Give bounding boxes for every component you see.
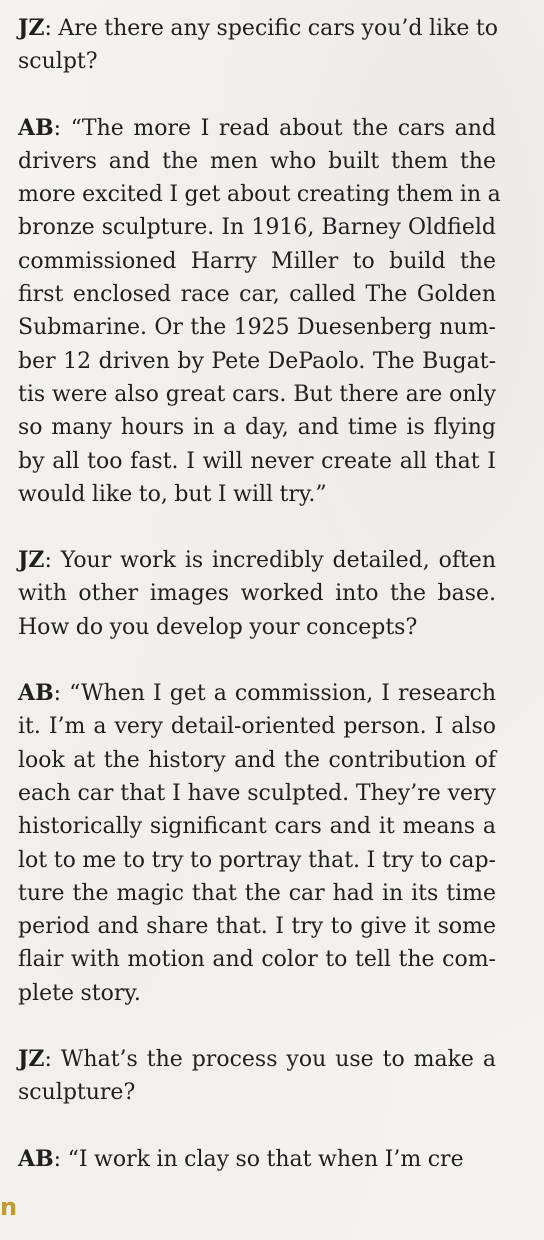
paragraph-line: [18, 411, 496, 444]
paragraph-line: [18, 910, 496, 943]
line-text: sculpture?: [18, 1080, 136, 1106]
line-text: period and share that. I try to give it some: [18, 914, 496, 940]
line-text: : “I work in clay so that when I’m cre: [53, 1146, 464, 1172]
paragraph-line: [18, 378, 496, 411]
paragraph-line: [18, 311, 496, 344]
paragraph-line: [18, 278, 496, 311]
speaker-initials: AB: [18, 1145, 54, 1172]
interview-paragraph: [18, 677, 496, 1010]
line-text: : “The more I read about the cars and: [53, 115, 496, 141]
paragraph-line: [18, 877, 496, 910]
paragraph-line: [18, 710, 496, 743]
speaker-initials: JZ: [18, 547, 45, 574]
line-text: ber 12 driven by Pete DePaolo. The Bugat-: [18, 348, 496, 374]
line-text: How do you develop your concepts?: [18, 614, 418, 640]
paragraph-line: [18, 245, 496, 278]
speaker-initials: AB: [18, 114, 54, 141]
paragraph-line: [18, 445, 496, 478]
paragraph-line: [18, 777, 496, 810]
paragraph-line: [18, 478, 496, 511]
paragraph-line: [18, 145, 496, 178]
line-text: by all too fast. I will never create all that I: [18, 448, 496, 474]
paragraph-line: [18, 744, 496, 777]
line-text: would like to, but I will try.”: [18, 481, 327, 507]
paragraph-line: [18, 178, 501, 211]
paragraph-line: [18, 611, 496, 644]
line-text: : What’s the process you use to make a: [44, 1047, 496, 1073]
line-text: : Your work is incredibly detailed, often: [44, 548, 496, 574]
line-text: commissioned Harry Miller to build the: [18, 248, 496, 274]
interview-paragraph: [18, 1143, 496, 1176]
line-text: : “When I get a commission, I research: [53, 681, 496, 707]
paragraph-line: [18, 577, 496, 610]
line-text: : Are there any specific cars you’d like to: [44, 16, 498, 41]
paragraph-line: [18, 977, 496, 1010]
paragraph-line: [18, 1076, 496, 1109]
line-text: it. I’m a very detail-oriented person. I also: [18, 714, 496, 740]
line-text: drivers and the men who built them the: [18, 148, 496, 174]
paragraph-line: [18, 12, 496, 45]
paragraph-line: [18, 112, 496, 145]
article-body: [18, 12, 501, 1176]
paragraph-line: [18, 943, 496, 976]
paragraph-line: [18, 211, 496, 244]
paragraph-line: [18, 677, 496, 710]
speaker-initials: JZ: [18, 1046, 45, 1073]
line-text: look at the history and the contribution of: [18, 747, 496, 773]
line-text: flair with motion and color to tell the com-: [18, 947, 496, 973]
line-text: first enclosed race car, called The Golden: [18, 282, 496, 308]
line-text: lot to me to try to portray that. I try to cap-: [18, 847, 496, 873]
line-text: sculpt?: [18, 49, 98, 75]
line-text: tis were also great cars. But there are only: [18, 381, 496, 407]
article-column: [18, 12, 501, 1209]
page-footer-mark: n: [0, 1193, 18, 1221]
line-text: with other images worked into the base.: [18, 581, 496, 607]
line-text: bronze sculpture. In 1916, Barney Oldfield: [18, 215, 496, 241]
interview-paragraph: [18, 12, 496, 79]
line-text: each car that I have sculpted. They’re very: [18, 780, 496, 806]
interview-paragraph: [18, 1043, 496, 1110]
interview-paragraph: [18, 112, 501, 512]
line-text: so many hours in a day, and time is flying: [18, 415, 496, 441]
paragraph-line: [18, 1043, 496, 1076]
line-text: Submarine. Or the 1925 Duesenberg num-: [18, 315, 496, 341]
line-text: historically significant cars and it means a: [18, 814, 496, 840]
line-text: ture the magic that the car had in its time: [18, 880, 496, 906]
line-text: more excited I get about creating them in a: [18, 182, 501, 208]
paragraph-line: [18, 810, 496, 843]
paragraph-line: [18, 345, 496, 378]
paragraph-line: [18, 544, 496, 577]
interview-paragraph: [18, 544, 496, 644]
speaker-initials: JZ: [18, 15, 45, 41]
paragraph-line: [18, 844, 496, 877]
paragraph-line: [18, 1143, 496, 1176]
line-text: plete story.: [18, 980, 141, 1006]
speaker-initials: AB: [18, 680, 54, 707]
paragraph-line: [18, 45, 496, 78]
